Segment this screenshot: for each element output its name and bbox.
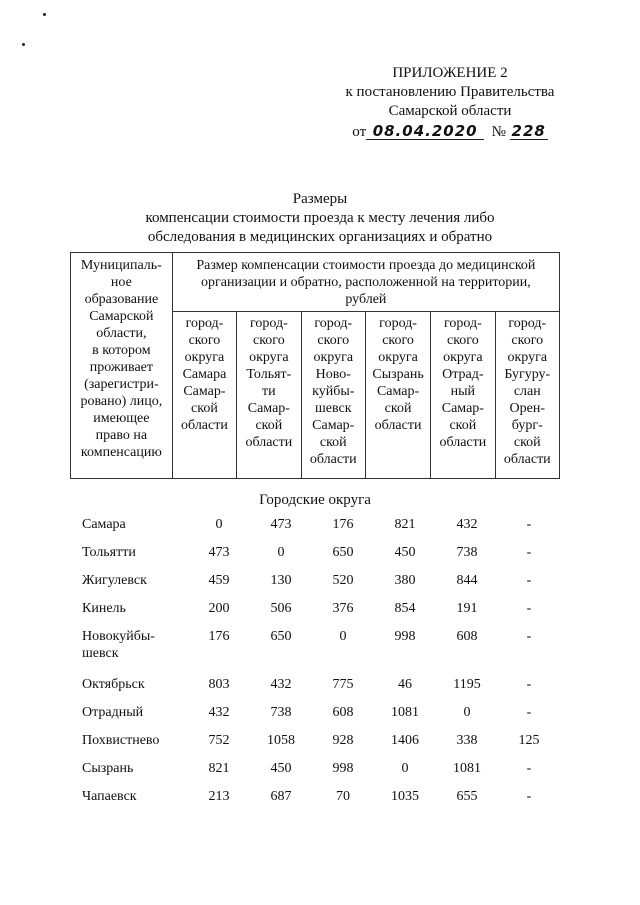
header-line: округа: [313, 350, 354, 365]
table-cell: 459: [208, 573, 230, 588]
header-line: Размер компенсации стоимости проезда до медицинской: [196, 258, 536, 273]
table-row: [70, 516, 560, 544]
row-name: [70, 516, 188, 544]
table-cell: 338: [456, 733, 478, 748]
section-title: Городские округа: [259, 492, 371, 508]
row-name-line: Сызрань: [82, 761, 134, 776]
header-line: Самарской: [89, 309, 154, 324]
header-line: город-: [249, 316, 288, 331]
table-cell: 998: [332, 761, 354, 776]
from-label: от: [352, 124, 367, 140]
appendix-line-1: к постановлению Правительства: [345, 84, 555, 100]
table-cell: 473: [270, 517, 292, 532]
header-line: шевск: [314, 401, 352, 416]
header-line: ского: [382, 333, 414, 348]
row-name-line: Самара: [82, 517, 126, 532]
table-cell: -: [526, 629, 532, 644]
table-cell: -: [526, 601, 532, 616]
header-line: ского: [511, 333, 544, 348]
appendix-block: [322, 64, 578, 142]
table-cell: -: [526, 517, 532, 532]
appendix-signature-line: [322, 123, 578, 142]
appendix-line-2: Самарской области: [388, 103, 512, 119]
row-name: [70, 628, 188, 676]
table-cell: 821: [394, 517, 416, 532]
header-line: ского: [447, 333, 479, 348]
table-cell: 803: [208, 677, 230, 692]
header-line: области: [503, 452, 551, 467]
header-line: Орен-: [509, 401, 546, 416]
header-line: Муниципаль-: [80, 258, 162, 273]
table-cell: 844: [456, 573, 478, 588]
row-name: [70, 600, 188, 628]
header-line: ти: [262, 384, 276, 399]
row-name: [70, 572, 188, 600]
table-row: [70, 788, 560, 816]
table-cell: -: [526, 545, 532, 560]
table-cell: 380: [394, 573, 416, 588]
table-cell: 1406: [391, 733, 419, 748]
column-header: [495, 312, 559, 479]
header-line: (зарегистри-: [84, 377, 159, 392]
header-line: право на: [95, 428, 148, 443]
header-line: области: [439, 435, 487, 450]
table-cell: 650: [332, 545, 354, 560]
header-line: в котором: [92, 343, 151, 358]
header-line: ской: [449, 418, 477, 433]
table-cell: 1081: [453, 761, 481, 776]
table-cell: 608: [332, 705, 354, 720]
table-cell: 928: [332, 733, 354, 748]
header-line: бург-: [511, 418, 543, 433]
title-line-2: компенсации стоимости проезда к месту лечения либо: [145, 210, 495, 226]
row-name-line: Тольятти: [82, 545, 136, 560]
header-line: Самар-: [441, 401, 484, 416]
row-name: [70, 732, 188, 760]
table-row: [70, 600, 560, 628]
header-line: Самар-: [376, 384, 420, 399]
table-cell: 213: [208, 789, 230, 804]
column-header: [365, 312, 430, 479]
table-cell: 432: [456, 517, 478, 532]
row-name: [70, 704, 188, 732]
header-line: город-: [379, 316, 417, 331]
header-line: области: [245, 435, 293, 450]
table-cell: 432: [270, 677, 292, 692]
table-cell: 506: [270, 601, 292, 616]
header-line: Самара: [182, 367, 227, 382]
table-cell: 655: [456, 789, 478, 804]
table-cell: 0: [215, 517, 223, 532]
header-line: образование: [84, 292, 159, 307]
table-cell: 450: [270, 761, 292, 776]
table-cell: -: [526, 677, 532, 692]
table-row: [70, 628, 560, 676]
header-line: ского: [253, 333, 285, 348]
row-name: [70, 676, 188, 704]
header-line: куйбы-: [312, 384, 355, 399]
header-line: ской: [384, 401, 412, 416]
header-line: ской: [319, 435, 347, 450]
table-cell: 998: [394, 629, 416, 644]
table-cell: 1195: [453, 677, 481, 692]
scan-speck: [22, 43, 25, 46]
header-line: компенсацию: [80, 445, 162, 460]
column-header: [237, 312, 301, 479]
row-name-line: Жигулевск: [82, 573, 147, 588]
table-cell: 176: [332, 517, 354, 532]
header-line: имеющее: [93, 411, 150, 426]
row-name: [70, 788, 188, 816]
header-line: город-: [508, 316, 547, 331]
table-cell: 738: [270, 705, 292, 720]
header-line: город-: [443, 316, 482, 331]
table-cell: 738: [456, 545, 478, 560]
header-line: области: [181, 418, 228, 433]
table-row: [70, 572, 560, 600]
header-line: ской: [255, 418, 283, 433]
table-cell: 376: [332, 601, 354, 616]
header-line: Самар-: [312, 418, 355, 433]
header-line: слан: [513, 384, 541, 399]
row-name-line: Похвистнево: [82, 733, 160, 748]
header-line: город-: [185, 316, 224, 331]
header-line: Бугуру-: [504, 367, 551, 382]
header-line: Ново-: [315, 367, 351, 382]
table-cell: 687: [270, 789, 292, 804]
table-cell: -: [526, 761, 532, 776]
amount-header: [172, 253, 559, 312]
table-cell: 752: [208, 733, 230, 748]
row-name-line: шевск: [82, 646, 119, 661]
row-name-line: Новокуйбы-: [82, 629, 155, 644]
table-cell: 0: [277, 545, 285, 560]
table-cell: 0: [401, 761, 409, 776]
header-line: области: [374, 418, 422, 433]
table-cell: 0: [463, 705, 471, 720]
table-cell: 854: [394, 601, 416, 616]
row-name-line: Чапаевск: [82, 789, 137, 804]
table-cell: 821: [208, 761, 230, 776]
table-row: [70, 760, 560, 788]
table-cell: 1058: [267, 733, 295, 748]
header-line: город-: [314, 316, 353, 331]
row-name-line: Кинель: [82, 601, 126, 616]
handwritten-number: 228: [511, 122, 546, 140]
table-cell: 1035: [391, 789, 419, 804]
table-cell: 1081: [391, 705, 419, 720]
header-line: ской: [513, 435, 541, 450]
header-line: ный: [450, 384, 476, 399]
header-line: Сызрань: [372, 367, 424, 382]
row-name: [70, 760, 188, 788]
header-line: ное: [110, 275, 132, 290]
table-row: [70, 544, 560, 572]
table-cell: -: [526, 705, 532, 720]
header-line: ского: [317, 333, 350, 348]
header-line: рублей: [345, 292, 387, 307]
appendix-title: ПРИЛОЖЕНИЕ 2: [392, 65, 508, 81]
header-line: округа: [249, 350, 289, 365]
header-line: Отрад-: [442, 367, 484, 382]
table-cell: -: [526, 573, 532, 588]
header-line: округа: [507, 350, 548, 365]
header-line: округа: [443, 350, 483, 365]
column-header: [172, 312, 236, 479]
compensation-table: [70, 516, 560, 816]
table-cell: 520: [332, 573, 354, 588]
header-line: ской: [191, 401, 218, 416]
header-line: округа: [184, 350, 225, 365]
table-cell: 200: [208, 601, 230, 616]
table-cell: 70: [336, 789, 350, 804]
header-line: округа: [378, 350, 418, 365]
table-cell: 46: [398, 677, 412, 692]
title-line-3: обследования в медицинских организациях и обратно: [147, 229, 493, 245]
table-cell: 432: [208, 705, 230, 720]
header-line: Тольят-: [246, 367, 292, 382]
row-name: [70, 544, 188, 572]
table-row: [70, 704, 560, 732]
header-line: проживает: [89, 360, 154, 375]
table-cell: 125: [518, 733, 540, 748]
scan-speck: [43, 13, 46, 16]
header-line: области,: [96, 326, 147, 341]
header-line: Самар-: [183, 384, 226, 399]
header-line: организации и обратно, расположенной на территории,: [201, 275, 531, 290]
table-cell: 473: [208, 545, 230, 560]
row-name-line: Отрадный: [82, 705, 144, 720]
table-cell: -: [526, 789, 532, 804]
header-line: ровано) лицо,: [80, 394, 163, 409]
table-cell: 650: [270, 629, 292, 644]
table-header: [70, 252, 560, 479]
table-cell: 176: [208, 629, 230, 644]
number-label: №: [491, 124, 506, 140]
municipality-header: [71, 253, 173, 479]
header-line: ского: [188, 333, 221, 348]
table-cell: 608: [456, 629, 478, 644]
column-header: [301, 312, 365, 479]
table-cell: 191: [456, 601, 478, 616]
column-header: [431, 312, 495, 479]
document-title: [60, 190, 580, 247]
title-line-1: Размеры: [292, 191, 348, 207]
table-row: [70, 732, 560, 760]
table-cell: 450: [394, 545, 416, 560]
header-line: Самар-: [247, 401, 290, 416]
header-line: области: [309, 452, 357, 467]
table-row: [70, 676, 560, 704]
table-cell: 775: [332, 677, 354, 692]
row-name-line: Октябрьск: [82, 677, 145, 692]
handwritten-date: 08.04.2020: [366, 123, 484, 140]
table-cell: 130: [270, 573, 292, 588]
table-cell: 0: [339, 629, 347, 644]
